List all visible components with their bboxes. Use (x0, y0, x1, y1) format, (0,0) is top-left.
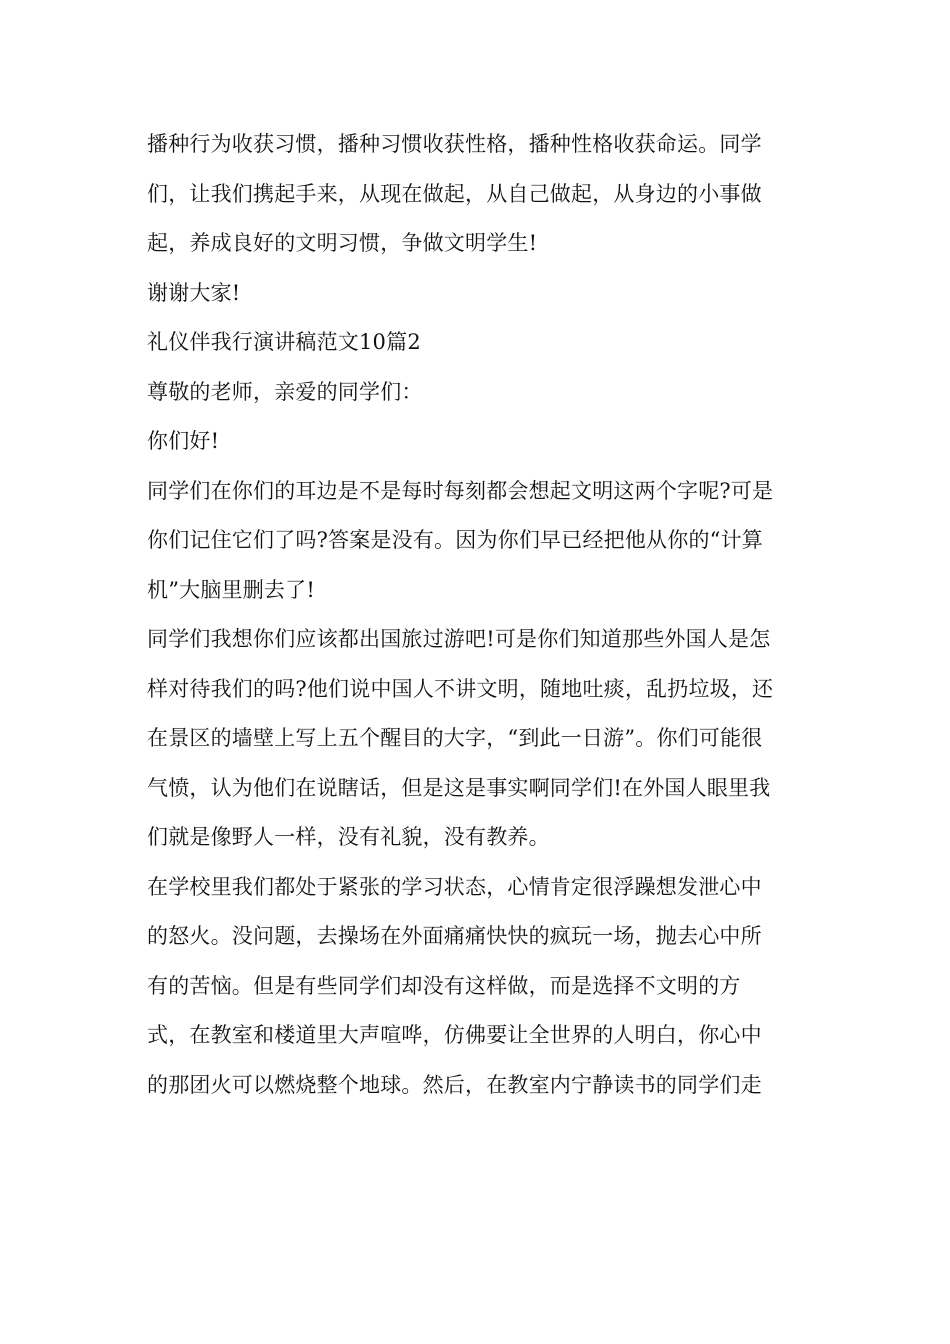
text-line: 有的苦恼。但是有些同学们却没有这样做，而是选择不文明的方 (147, 973, 741, 998)
text-line: 气愤，认为他们在说瞎话，但是这是事实啊同学们!在外国人眼里我 (147, 775, 771, 800)
text-line: 样对待我们的吗?他们说中国人不讲文明，随地吐痰，乱扔垃圾，还 (147, 676, 774, 701)
text-line: 们就是像野人一样，没有礼貌，没有教养。 (147, 825, 550, 849)
text-line: 机”大脑里删去了! (147, 577, 315, 602)
text-line: 在学校里我们都处于紧张的学习状态，心情肯定很浮躁想发泄心中 (147, 874, 762, 899)
document-body (147, 120, 807, 1110)
text-line: 你们好! (147, 429, 220, 453)
text-line: 谢谢大家! (147, 280, 241, 305)
text-line: 同学们在你们的耳边是不是每时每刻都会想起文明这两个字呢?可是 (147, 478, 774, 503)
text-line: 起，养成良好的文明习惯，争做文明学生! (147, 231, 538, 255)
text-line: 的那团火可以燃烧整个地球。然后，在教室内宁静读书的同学们走 (147, 1072, 762, 1097)
section-heading: 礼仪伴我行演讲稿范文10篇2 (147, 330, 421, 354)
text-line: 的怒火。没问题，去操场在外面痛痛快快的疯玩一场，抛去心中所 (147, 924, 762, 948)
text-line: 同学们我想你们应该都出国旅过游吧!可是你们知道那些外国人是怎 (147, 627, 771, 651)
text-line: 播种行为收获习惯，播种习惯收获性格，播种性格收获命运。同学 (147, 132, 762, 156)
text-line: 尊敬的老师，亲爱的同学们： (147, 379, 423, 404)
text-line: 你们记住它们了吗?答案是没有。因为你们早已经把他从你的“计算 (147, 528, 763, 552)
text-line: 在景区的墙壁上写上五个醒目的大字，“到此一日游”。你们可能很 (147, 726, 763, 750)
text-line: 式，在教室和楼道里大声喧哗，仿佛要让全世界的人明白，你心中 (147, 1023, 762, 1047)
text-line: 们，让我们携起手来，从现在做起，从自己做起，从身边的小事做 (147, 181, 762, 206)
